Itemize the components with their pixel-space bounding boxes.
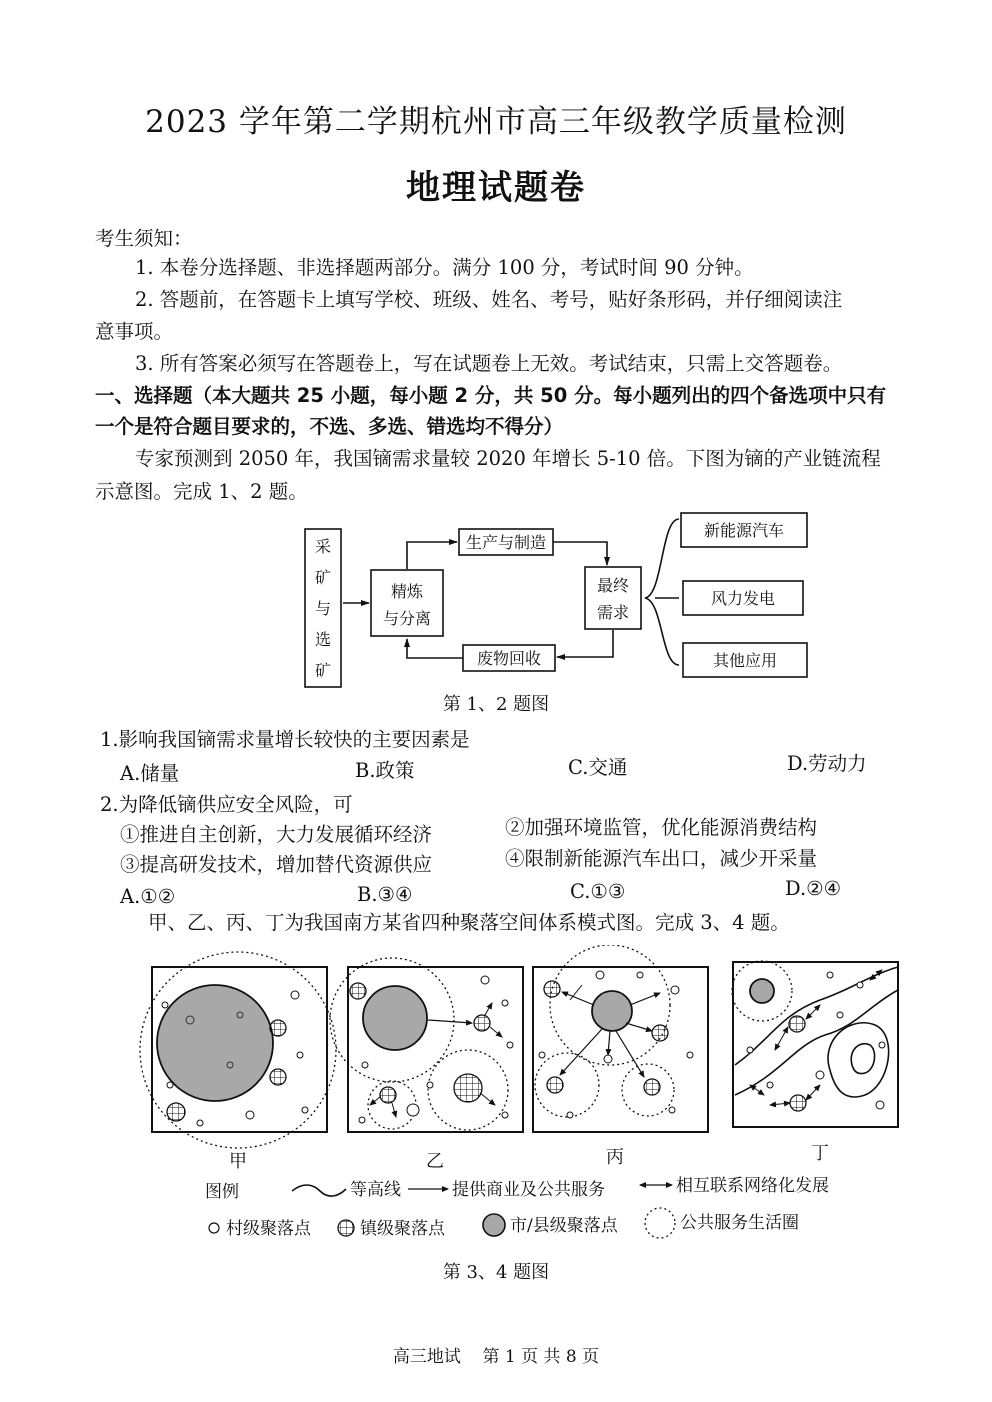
city-settlement — [363, 986, 427, 1050]
mining-char: 选 — [314, 630, 332, 649]
town-settlement — [652, 1025, 668, 1041]
app-label-other: 其他应用 — [712, 651, 778, 670]
intro-q1-2-line2: 示意图。完成 1、2 题。 — [95, 480, 308, 503]
town-settlement — [544, 981, 560, 997]
arrow-demand-to-recycling — [557, 630, 613, 657]
mining-char: 矿 — [314, 568, 332, 587]
town-settlement — [474, 1015, 490, 1031]
town-settlement — [790, 1095, 806, 1111]
mining-char: 矿 — [314, 661, 332, 680]
panel-yi — [330, 958, 523, 1172]
legend — [205, 1176, 829, 1239]
town-settlement — [350, 983, 366, 999]
q1-option-d: D.劳动力 — [787, 752, 867, 775]
town-icon — [338, 1220, 354, 1236]
q2-statement-2: ②加强环境监管，优化能源消费结构 — [505, 816, 818, 839]
section-1-heading-line2: 一个是符合题目要求的，不选、多选、错选均不得分） — [95, 415, 564, 438]
arrow-refining-to-production — [407, 542, 457, 569]
recycling-label: 废物回收 — [476, 649, 542, 668]
notice-item-2-line1: 2. 答题前，在答题卡上填写学校、班级、姓名、考号，贴好条形码，并仔细阅读注 — [135, 288, 843, 311]
q2-stem: 2.为降低镝供应安全风险，可 — [100, 793, 353, 816]
intro-q3-4: 甲、乙、丙、丁为我国南方某省四种聚落空间体系模式图。完成 3、4 题。 — [148, 911, 790, 934]
section-1-heading-line1: 一、选择题（本大题共 25 小题，每小题 2 分，共 50 分。每小题列出的四个备选项中只有 — [95, 384, 887, 407]
arrow-production-to-demand — [553, 542, 607, 565]
contour-line — [735, 990, 898, 1095]
notice-item-3: 3. 所有答案必须写在答题卷上，写在试题卷上无效。考试结束，只需上交答题卷。 — [135, 352, 843, 375]
app-label-wind: 风力发电 — [710, 589, 776, 608]
town-settlement — [644, 1079, 660, 1095]
q2-option-d: D.②④ — [785, 877, 842, 900]
q1-option-b: B.政策 — [355, 759, 415, 782]
panel-label: 丙 — [606, 1147, 624, 1168]
panel-jia — [140, 952, 336, 1172]
town-settlement — [270, 1020, 286, 1036]
q1-stem: 1.影响我国镝需求量增长较快的主要因素是 — [100, 728, 470, 751]
figure-2-caption: 第 3、4 题图 — [442, 1262, 550, 1283]
legend-network: 相互联系网络化发展 — [676, 1176, 829, 1196]
contour-icon — [292, 1185, 346, 1196]
village-icon — [209, 1223, 219, 1233]
service-circle-icon — [645, 1208, 675, 1238]
demand-label-1: 最终 — [596, 576, 630, 595]
intro-q1-2-line1: 专家预测到 2050 年，我国镝需求量较 2020 年增长 5-10 倍。下图为镝的产业链流程 — [135, 447, 881, 470]
settlement-systems-figure — [130, 945, 910, 1245]
contour-line — [828, 1023, 889, 1097]
mining-char: 与 — [314, 599, 332, 618]
legend-service: 提供商业及公共服务 — [452, 1180, 605, 1200]
city-settlement — [157, 985, 273, 1101]
service-circle — [535, 1053, 599, 1117]
contour-line — [851, 1044, 874, 1074]
exam-title: 2023 学年第二学期杭州市高三年级教学质量检测 — [145, 104, 847, 140]
q2-statement-3: ③提高研发技术，增加替代资源供应 — [120, 853, 433, 876]
q2-statement-4: ④限制新能源汽车出口，减少开采量 — [505, 847, 818, 870]
legend-circle: 公共服务生活圈 — [680, 1213, 799, 1233]
dysprosium-chain-flowchart — [295, 505, 825, 695]
town-settlement — [454, 1074, 482, 1102]
q2-option-c: C.①③ — [570, 880, 626, 903]
town-settlement — [270, 1069, 286, 1085]
q1-option-a: A.储量 — [120, 762, 180, 785]
panel-label: 甲 — [229, 1151, 247, 1172]
app-label-ev: 新能源汽车 — [703, 521, 785, 540]
notice-item-1: 1. 本卷分选择题、非选择题两部分。满分 100 分，考试时间 90 分钟。 — [135, 256, 754, 279]
q2-statement-1: ①推进自主创新，大力发展循环经济 — [120, 823, 433, 846]
paper-title: 地理试题卷 — [406, 168, 586, 208]
town-settlement — [547, 1077, 563, 1093]
legend-town: 镇级聚落点 — [360, 1219, 445, 1239]
refining-label-1: 精炼 — [390, 582, 424, 601]
town-settlement — [789, 1016, 805, 1032]
notice-heading: 考生须知： — [95, 227, 193, 250]
panel-label: 丁 — [811, 1143, 829, 1164]
refining-label-2: 与分离 — [382, 609, 432, 628]
legend-contour: 等高线 — [350, 1180, 401, 1200]
town-settlement — [380, 1087, 396, 1103]
city-settlement — [750, 979, 774, 1003]
panel-label: 乙 — [426, 1151, 444, 1172]
arrow-recycling-to-refining — [407, 639, 463, 658]
q2-option-a: A.①② — [120, 885, 176, 908]
mining-char: 采 — [314, 537, 332, 556]
legend-city: 市/县级聚落点 — [510, 1216, 618, 1236]
panel-ding — [732, 961, 898, 1164]
figure-1-caption: 第 1、2 题图 — [442, 694, 550, 715]
town-settlement — [167, 1103, 185, 1121]
application-brace — [645, 519, 679, 665]
page-footer: 高三地试 第 1 页 共 8 页 — [392, 1347, 600, 1367]
notice-item-2-line2: 意事项。 — [95, 320, 174, 343]
production-label: 生产与制造 — [465, 533, 547, 552]
demand-label-2: 需求 — [596, 603, 630, 622]
q2-option-b: B.③④ — [357, 883, 413, 906]
city-settlement — [592, 991, 632, 1031]
q1-option-c: C.交通 — [568, 756, 628, 779]
city-icon — [483, 1214, 505, 1236]
panel-bing — [533, 945, 708, 1168]
legend-village: 村级聚落点 — [226, 1219, 311, 1239]
legend-title: 图例 — [205, 1182, 239, 1202]
